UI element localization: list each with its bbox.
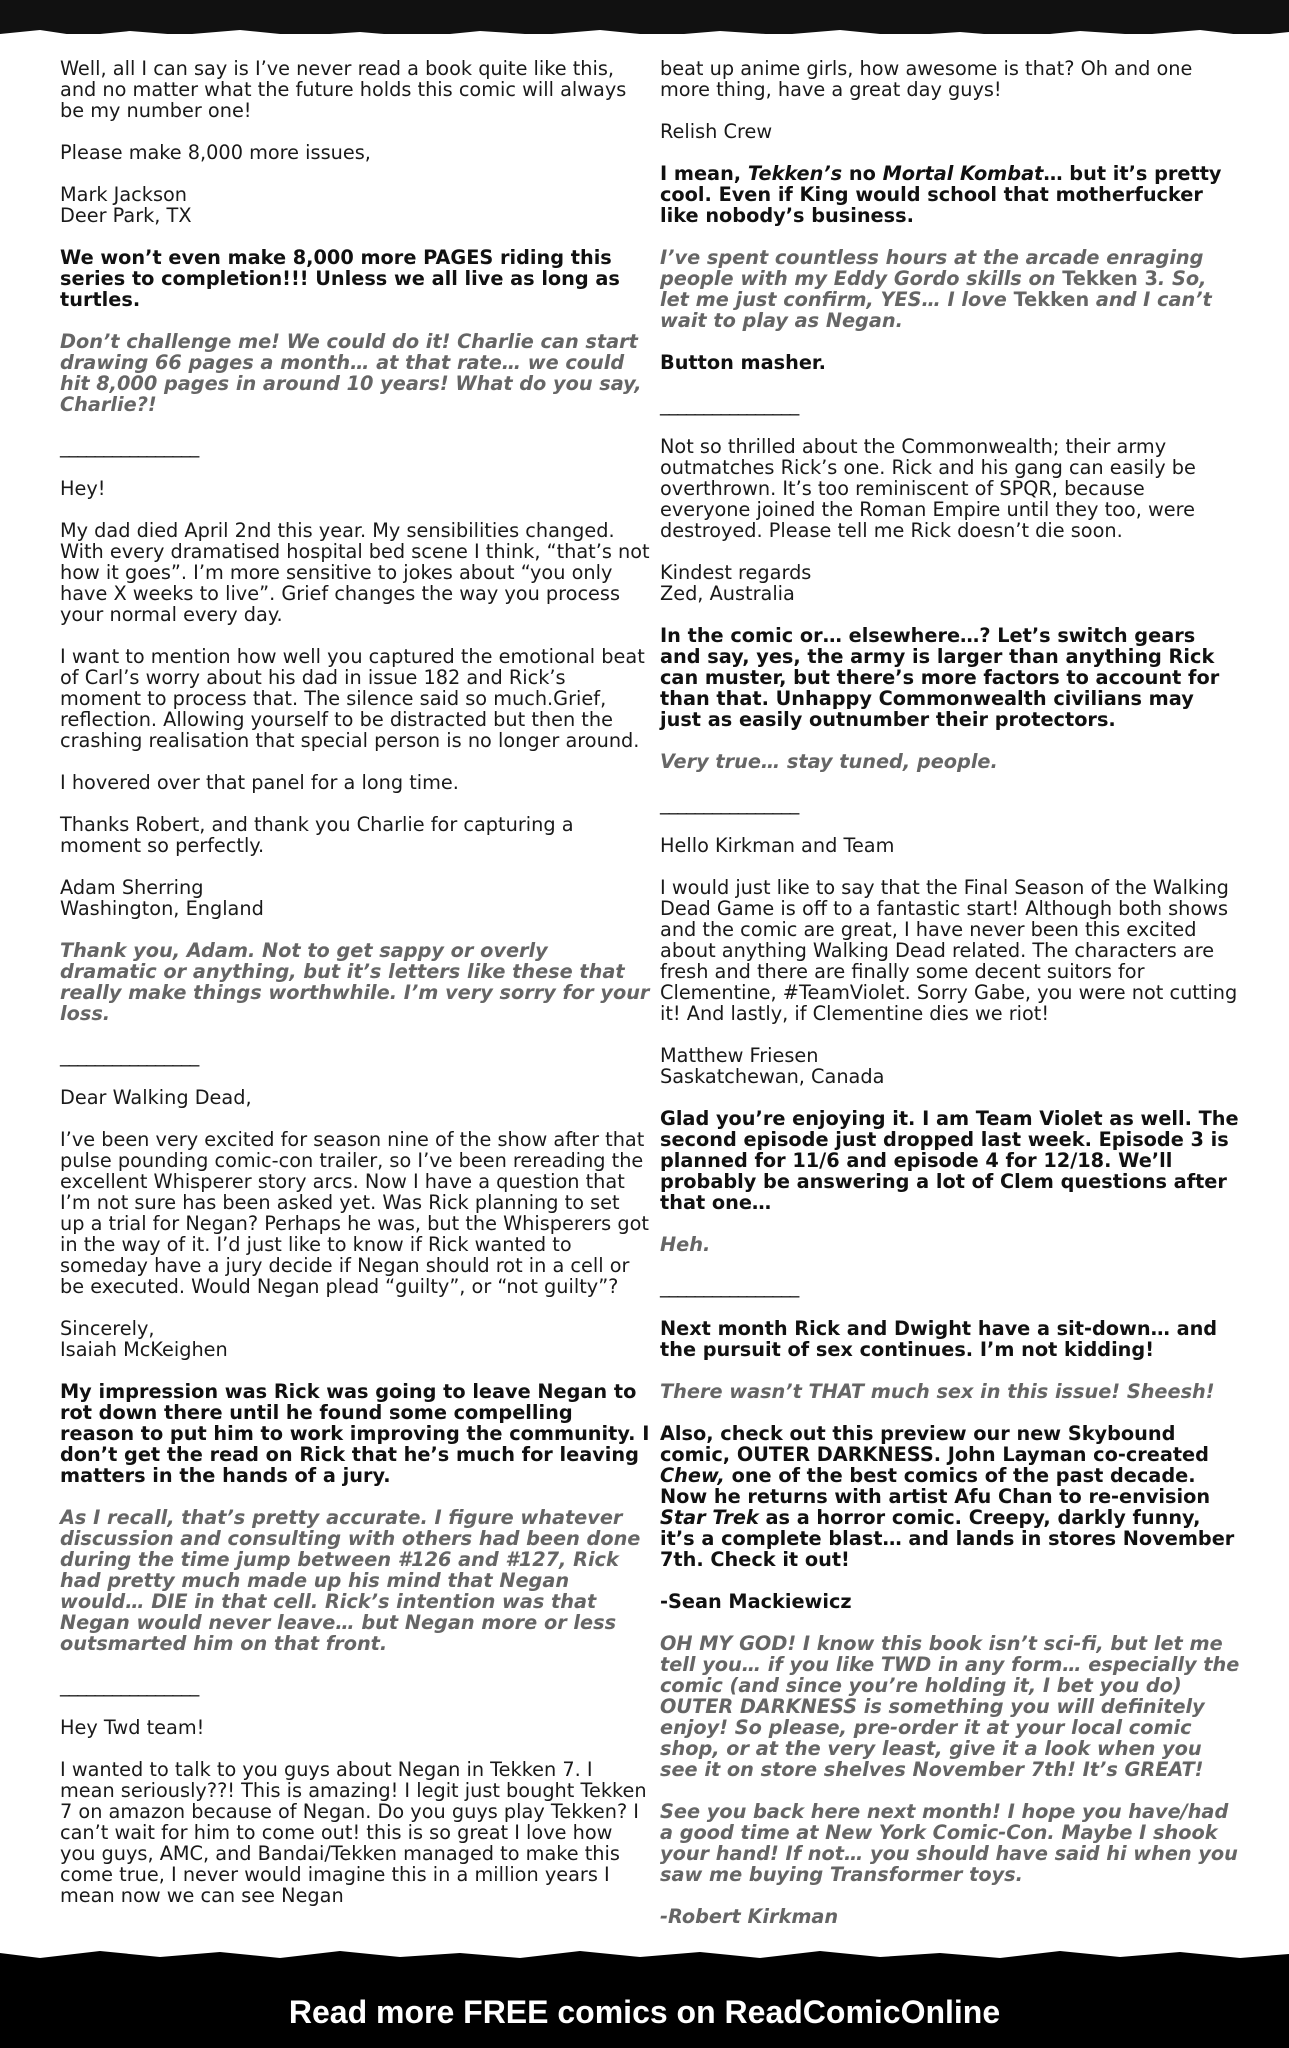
left-column — [60, 58, 650, 1927]
editor-note: As I recall, that’s pretty accurate. I figure whatever discussion and consulting with others had been done during the time jump between #126 and #127, Rick had pretty much made up his mind that Negan would… DIE in that cell. Rick’s intention was that Negan would never leave… but Negan more or less outsmarted him on that front. — [60, 1506, 641, 1655]
letter-paragraph: Relish Crew — [660, 120, 773, 143]
response-paragraph: -Sean Mackiewicz — [660, 1590, 852, 1613]
letter-paragraph — [60, 184, 650, 226]
letter-paragraph — [60, 877, 650, 919]
text-run: no — [842, 162, 883, 185]
section-divider: ________________ — [60, 1044, 199, 1067]
letter-paragraph: I wanted to talk to you guys about Negan in Tekken 7. I mean seriously??! This is amazing! I legit just bought Tekken 7 on amazon because of Negan. Do you guys play Tekken? I can’t wait for him to come out! this is so great I love how you guys, AMC, and Bandai/Tekken managed to make this come true, I never would imagine this in a million years I mean now we can see Negan — [60, 1758, 647, 1907]
response-paragraph: My impression was Rick was going to leave Negan to rot down there until he found some compelling reason to put him to work improving the community. I don’t get the read on Rick that he’s much for leaving matters in the hands of a jury. — [60, 1380, 650, 1487]
signature-line: Kindest regards — [660, 561, 812, 584]
response-paragraph: Button masher. — [660, 351, 827, 374]
letter-paragraph: Not so thrilled about the Commonwealth; their army outmatches Rick’s one. Rick and his gang can easily be overthrown. It’s too reminiscent of SPQR, because everyone joined the Roman Empire until they too, were destroyed. Please tell me Rick doesn’t die soon. — [660, 435, 1196, 542]
letter-paragraph — [660, 1045, 1240, 1087]
editor-note: See you back here next month! I hope you have/had a good time at New York Comic-Con. Maybe I shook your hand! If not… you should have said hi when you saw me buying Transformer toys. — [660, 1800, 1238, 1886]
editor-note: OH MY GOD! I know this book isn’t sci-fi, but let me tell you… if you like TWD in any form… especially the comic (and since you’re holding it, I bet you do) OUTER DARKNESS is something you will definitely enjoy! So please, pre-order it at your local comic shop, or at the very least, give it a look when you see it on store shelves November 7th! It’s GREAT! — [660, 1632, 1240, 1781]
letter-paragraph: Well, all I can say is I’ve never read a book quite like this, and no matter what the future holds this comic will always be my number one! — [60, 57, 627, 122]
signature-line: Isaiah McKeighen — [60, 1338, 228, 1361]
signature-line: Mark Jackson — [60, 183, 188, 206]
section-divider: ________________ — [660, 393, 799, 416]
section-divider: ________________ — [60, 435, 199, 458]
text-run: Star Trek — [660, 1506, 759, 1529]
footer-link-text[interactable]: Read more FREE comics on ReadComicOnline — [288, 1994, 1001, 2030]
editor-note: Thank you, Adam. Not to get sappy or overly dramatic or anything, but it’s letters like these that really make things worthwhile. I’m very sorry for your loss. — [60, 939, 650, 1025]
letter-paragraph: My dad died April 2nd this year. My sensibilities changed. With every dramatised hospital bed scene I think, “that’s not how it goes”. I’m more sensitive to jokes about “you only have X weeks to live”. Grief changes the way you process your normal every day. — [60, 519, 650, 626]
signature-line: Adam Sherring — [60, 876, 204, 899]
letter-paragraph: Hello Kirkman and Team — [660, 834, 895, 857]
signature-line: Zed, Australia — [660, 582, 795, 605]
letters-page — [0, 34, 1289, 1954]
letter-paragraph: I hovered over that panel for a long time. — [60, 771, 459, 794]
text-run: Chew, — [660, 1464, 725, 1487]
response-paragraph: Glad you’re enjoying it. I am Team Violet as well. The second episode just dropped last week. Episode 3 is planned for 11/6 and episode 4 for 12/18. We’ll probably be answering a lot of Clem questions after that one… — [660, 1107, 1239, 1214]
editor-note: There wasn’t THAT much sex in this issue! Sheesh! — [660, 1380, 1215, 1403]
text-run: I mean, — [660, 162, 748, 185]
section-divider: ________________ — [660, 792, 799, 815]
response-paragraph — [660, 163, 1240, 226]
letter-paragraph — [660, 562, 1240, 604]
response-paragraph: We won’t even make 8,000 more PAGES riding this series to completion!!! Unless we all live as long as turtles. — [60, 246, 620, 311]
editor-note: -Robert Kirkman — [660, 1905, 839, 1928]
response-paragraph: Next month Rick and Dwight have a sit-down… and the pursuit of sex continues. I’m not kidding! — [660, 1317, 1218, 1361]
response-paragraph: In the comic or… elsewhere…? Let’s switch gears and say, yes, the army is larger than anything Rick can muster, but there’s more factors to account for than that. Unhappy Commonwealth civilians may just as easily outnumber their protectors. — [660, 624, 1220, 731]
letter-paragraph: Hey! — [60, 477, 106, 500]
response-paragraph — [660, 1423, 1240, 1570]
editor-note: Very true… stay tuned, people. — [660, 750, 998, 773]
signature-line: Deer Park, TX — [60, 204, 192, 227]
letter-paragraph: Please make 8,000 more issues, — [60, 141, 371, 164]
section-divider: ________________ — [60, 1674, 199, 1697]
letter-paragraph: I would just like to say that the Final Season of the Walking Dead Game is off to a fantastic start! Although both shows and the comic are great, I have never been this excited about anything Walking Dead related. The characters are fresh and there are finally some decent suitors for Clementine, #TeamViolet. Sorry Gabe, you were not cutting it! And lastly, if Clementine dies we riot! — [660, 876, 1238, 1025]
signature-line: Matthew Friesen — [660, 1044, 819, 1067]
letter-paragraph: I’ve been very excited for season nine of the show after that pulse pounding comic-con trailer, so I’ve been rereading the excellent Whisperer story arcs. Now I have a question that I’m not sure has been asked yet. Was Rick planning to set up a trial for Negan? Perhaps he was, but the Whisperers got in the way of it. I’d just like to know if Rick wanted to someday have a jury decide if Negan should rot in a cell or be executed. Would Negan plead “guilty”, or “not guilty”? — [60, 1128, 649, 1298]
signature-line: Sincerely, — [60, 1317, 155, 1340]
text-run: Also, check out this preview our new Skybound comic, OUTER DARKNESS. John Layman co-created — [660, 1422, 1209, 1466]
text-run: I’ve spent countless hours at the arcade enraging people with my Eddy Gordo skills on — [660, 246, 1204, 290]
text-run: . So, let me just confirm, YES… I love — [660, 267, 1207, 311]
letter-paragraph: beat up anime girls, how awesome is that? Oh and one more thing, have a great day guys! — [660, 57, 1193, 101]
signature-line: Saskatchewan, Canada — [660, 1065, 885, 1088]
signature-line: Washington, England — [60, 897, 264, 920]
section-divider: ________________ — [660, 1275, 799, 1298]
text-run: … but it’s pretty cool. Even if King would school that motherfucker like nobody’s business. — [660, 162, 1222, 227]
letter-paragraph — [60, 1318, 650, 1360]
text-run: Tekken’s — [747, 162, 843, 185]
letter-paragraph: Hey Twd team! — [60, 1716, 205, 1739]
letter-paragraph: Thanks Robert, and thank you Charlie for capturing a moment so perfectly. — [60, 813, 574, 857]
text-run: and I can’t wait to play as Negan. — [660, 288, 1212, 332]
text-run: Mortal Kombat — [882, 162, 1044, 185]
letter-paragraph: I want to mention how well you captured the emotional beat of Carl’s worry about his dad in issue 182 and Rick’s moment to process that. The silence said so much.Grief, reflection. Allowing yourself to be distracted but then the crashing realisation that special person is no longer around. — [60, 645, 645, 752]
editor-note: Heh. — [660, 1233, 711, 1256]
text-run: Tekken 3 — [1062, 267, 1158, 290]
text-run: Tekken — [1013, 288, 1090, 311]
text-run: as a horror comic. Creepy, darkly funny, it’s a complete blast… and lands in stores November 7th. Check it out! — [660, 1506, 1235, 1571]
right-column — [660, 58, 1240, 1948]
text-run: one of the best comics of the past decade. Now he returns with artist Afu Chan to re-envision — [660, 1464, 1211, 1508]
editor-note — [660, 247, 1240, 331]
letter-paragraph: Dear Walking Dead, — [60, 1086, 252, 1109]
editor-note: Don’t challenge me! We could do it! Charlie can start drawing 66 pages a month… at that rate… we could hit 8,000 pages in around 10 years! What do you say, Charlie?! — [60, 330, 642, 416]
